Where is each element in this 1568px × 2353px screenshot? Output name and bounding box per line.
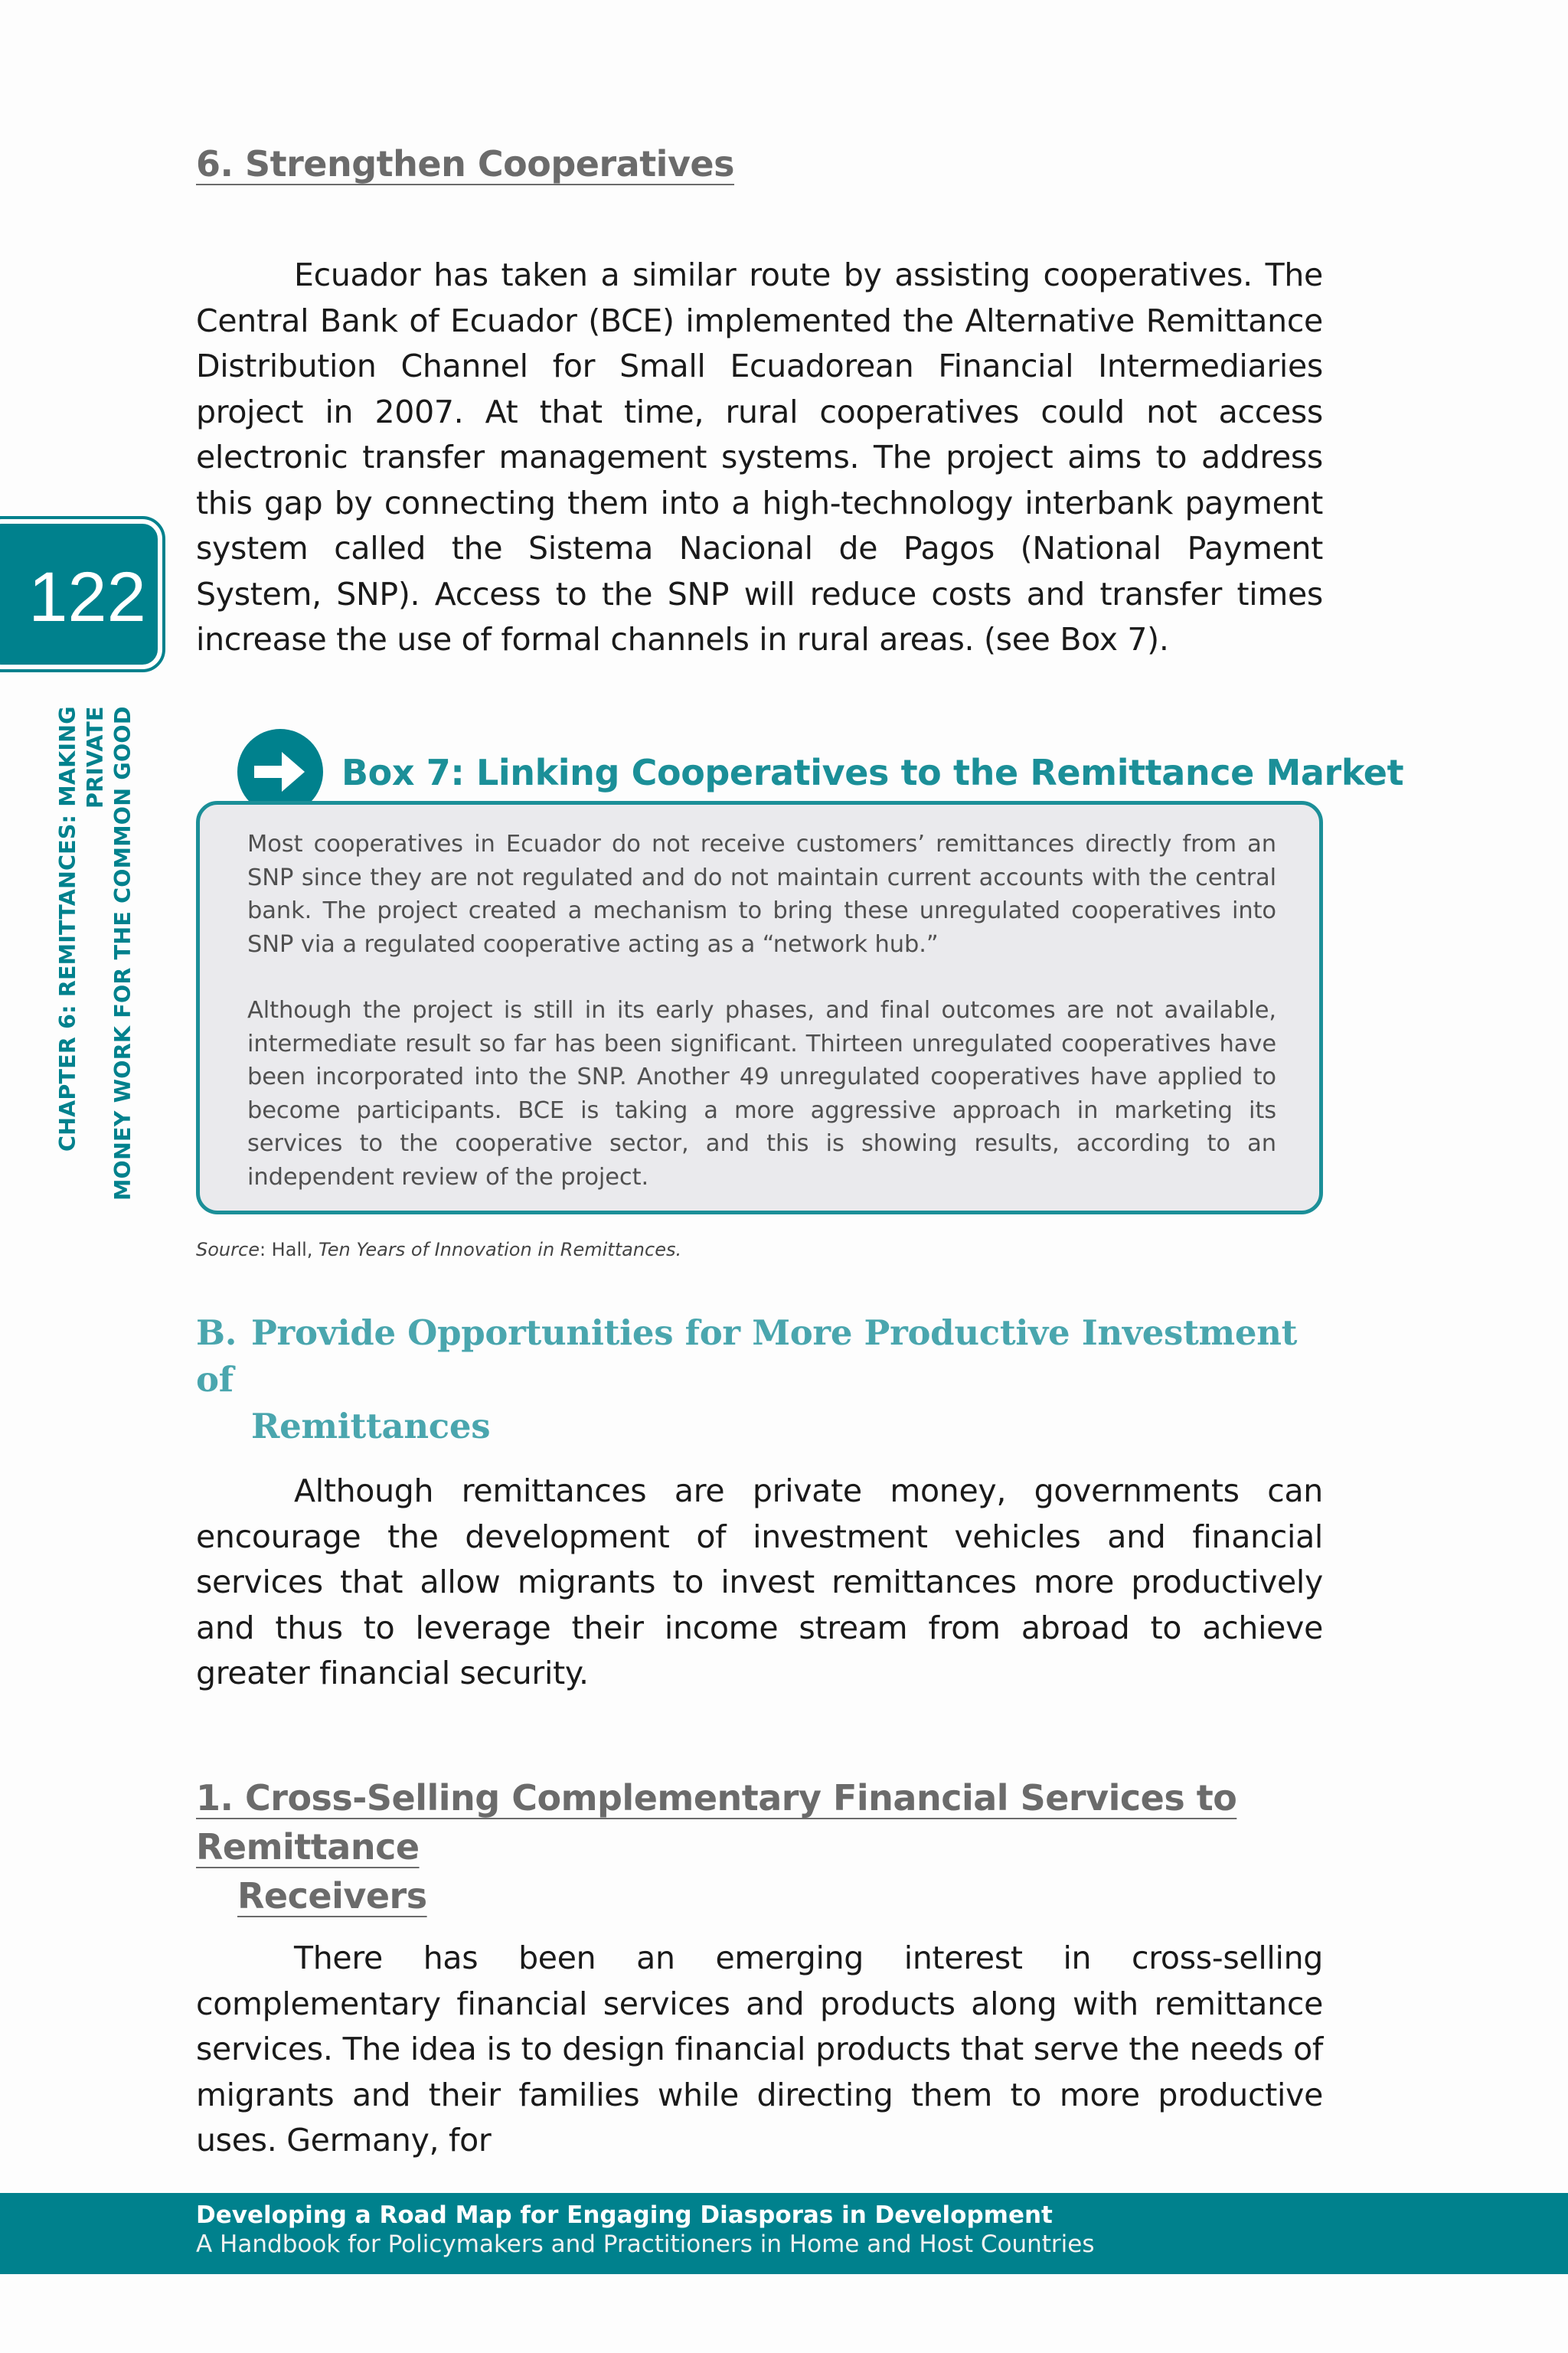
section-1-heading-line2: Receivers <box>237 1875 427 1917</box>
box-7-source <box>196 1236 681 1263</box>
box-7-paragraph-1: Most cooperatives in Ecuador do not receive customers’ remittances directly from an SNP since they are not regulated and do not maintain current accounts with the central bank. The project created a mechanism to bring these unregulated cooperatives into SNP via a regulated cooperative acting as a “network hub.” <box>247 831 1276 958</box>
section-6-heading: 6. Strengthen Cooperatives <box>196 143 735 185</box>
section-1-paragraph: There has been an emerging interest in cross-selling complementary financial services and products along with remittance services. The idea is to design financial products that serve the needs of migrants and their families while directing them to more productive uses. Germany, for <box>196 1940 1323 2159</box>
source-label: Source <box>196 1239 260 1260</box>
page-number: 122 <box>28 558 146 636</box>
section-6-paragraph: Ecuador has taken a similar route by assisting cooperatives. The Central Bank of Ecuador (BCE) implemented the Alternative Remittance Distribution Channel for Small Ecuadorean Financial Intermediaries project in 2007. At that time, rural cooperatives could not access electronic transfer management systems. The project aims to address this gap by connecting them into a high-technology interbank payment system called the Sistema Nacional de Pagos (National Payment System, SNP). Access to the SNP will reduce costs and transfer times increase the use of formal channels in rural areas. (see Box 7). <box>196 257 1323 658</box>
footer-subtitle: A Handbook for Policymakers and Practitioners in Home and Host Countries <box>196 2230 1095 2258</box>
footer-title: Developing a Road Map for Engaging Diasporas in Development <box>196 2201 1053 2229</box>
section-b-heading <box>196 1309 1344 1449</box>
source-title: Ten Years of Innovation in Remittances. <box>318 1239 682 1260</box>
section-b-paragraph: Although remittances are private money, governments can encourage the development of investment vehicles and financial services that allow migrants to invest remittances more productively and thus to leverage their income stream from abroad to achieve greater financial security. <box>196 1472 1323 1691</box>
box-7-paragraph-2: Although the project is still in its early phases, and final outcomes are not available, intermediate result so far has been significant. Thirteen unregulated cooperatives have been incorporated into the SNP. Another 49 unregulated cooperatives have applied to become participants. BCE is taking a more aggressive approach in marketing its services to the cooperative sector, and this is showing results, according to an independent review of the project. <box>247 997 1276 1191</box>
section-b-letter: B. <box>196 1312 237 1353</box>
box-7-title: Box 7: Linking Cooperatives to the Remittance Market <box>341 752 1404 793</box>
box-7-content <box>196 801 1323 1214</box>
chapter-side-label <box>55 706 136 1221</box>
source-author: : Hall, <box>259 1239 319 1260</box>
section-b-title-line1: Provide Opportunities for More Productive Investment of <box>196 1312 1298 1400</box>
chapter-label-line1: CHAPTER 6: REMITTANCES: MAKING PRIVATE <box>55 706 108 1152</box>
section-1-heading <box>196 1773 1344 1920</box>
chapter-label-line2: MONEY WORK FOR THE COMMON GOOD <box>110 706 136 1201</box>
section-b-title-line2: Remittances <box>251 1406 491 1446</box>
section-1-heading-line1: 1. Cross-Selling Complementary Financial Services to Remittance <box>196 1777 1237 1868</box>
